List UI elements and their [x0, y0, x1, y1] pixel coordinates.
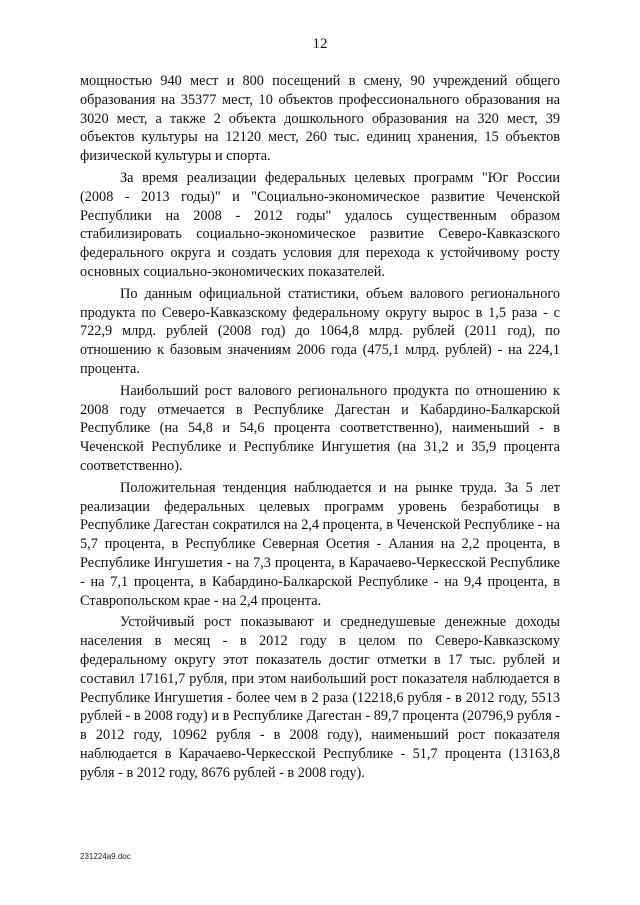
paragraph-labor-market: Положительная тенденция наблюдается и на рынке труда. За 5 лет реализации федеральных целевых программ уровень безработицы в Республике Дагестан сократился на 2,4 процента, в Чеченской Республике - на 5,7 процента, в Республике Северная Осетия - Алания на 2,2 процента, в Республике Ингушетия - на 7,3 процента, в Карачаево-Черкесской Республике - на 7,1 процента, в Кабардино-Балкарской Республике - на 9,4 процента, в Ставропольском крае - на 2,4 процента. — [80, 479, 560, 609]
paragraph-grp-statistics: По данным официальной статистики, объем валового регионального продукта по Северо-Кавказскому федеральному округу вырос в 1,5 раза - с 722,9 млрд. рублей (2008 год) до 1064,8 млрд. рублей (2011 год), по отношению к базовым значениям 2006 года (475,1 млрд. рублей) - на 224,1 процента. — [80, 285, 560, 377]
paragraph-income-growth: Устойчивый рост показывают и среднедушевые денежные доходы населения в месяц - в 2012 году в целом по Северо-Кавказскому федеральному округу этот показатель достиг отметки в 17 тыс. рублей и составил 17161,7 рубля, при этом наибольший рост показателя наблюдается в Республике Ингушетия - более чем в 2 раза (12218,6 рубля - в 2012 году, 5513 рублей - в 2008 году) и в Республике Дагестан - 89,7 процента (20796,9 рубля - в 2012 году, 10962 рубля - в 2008 году), наименьший рост показателя наблюдается в Карачаево-Черкесской Республике - 51,7 процента (13163,8 рубля - в 2012 году, 8676 рублей - в 2008 году). — [80, 614, 560, 781]
footer-filename: 231224a9.doc — [80, 852, 131, 861]
paragraph-grp-growth-regions: Наибольший рост валового регионального продукта по отношению к 2008 году отмечается в Республике Дагестан и Кабардино-Балкарской Республике (на 54,8 и 54,6 процента соответственно), наименьший - в Чеченской Республике и Республике Ингушетия (на 31,2 и 35,9 процента соответственно). — [80, 382, 560, 474]
page-number: 12 — [312, 36, 328, 52]
document-body — [80, 72, 560, 782]
paragraph-federal-programs: За время реализации федеральных целевых программ "Юг России (2008 - 2013 годы)" и "Социально-экономическое развитие Чеченской Республики на 2008 - 2012 годы" удалось существенным образом стабилизировать социально-экономическое развитие Северо-Кавказского федерального округа и создать условия для перехода к устойчивому росту основных социально-экономических показателей. — [80, 169, 560, 280]
paragraph-continuation: мощностью 940 мест и 800 посещений в смену, 90 учреждений общего образования на 35377 мест, 10 объектов профессионального образования на 3020 мест, а также 2 объекта дошкольного образования на 320 мест, 39 объектов культуры на 12120 мест, 260 тыс. единиц хранения, 15 объектов физической культуры и спорта. — [80, 73, 560, 165]
